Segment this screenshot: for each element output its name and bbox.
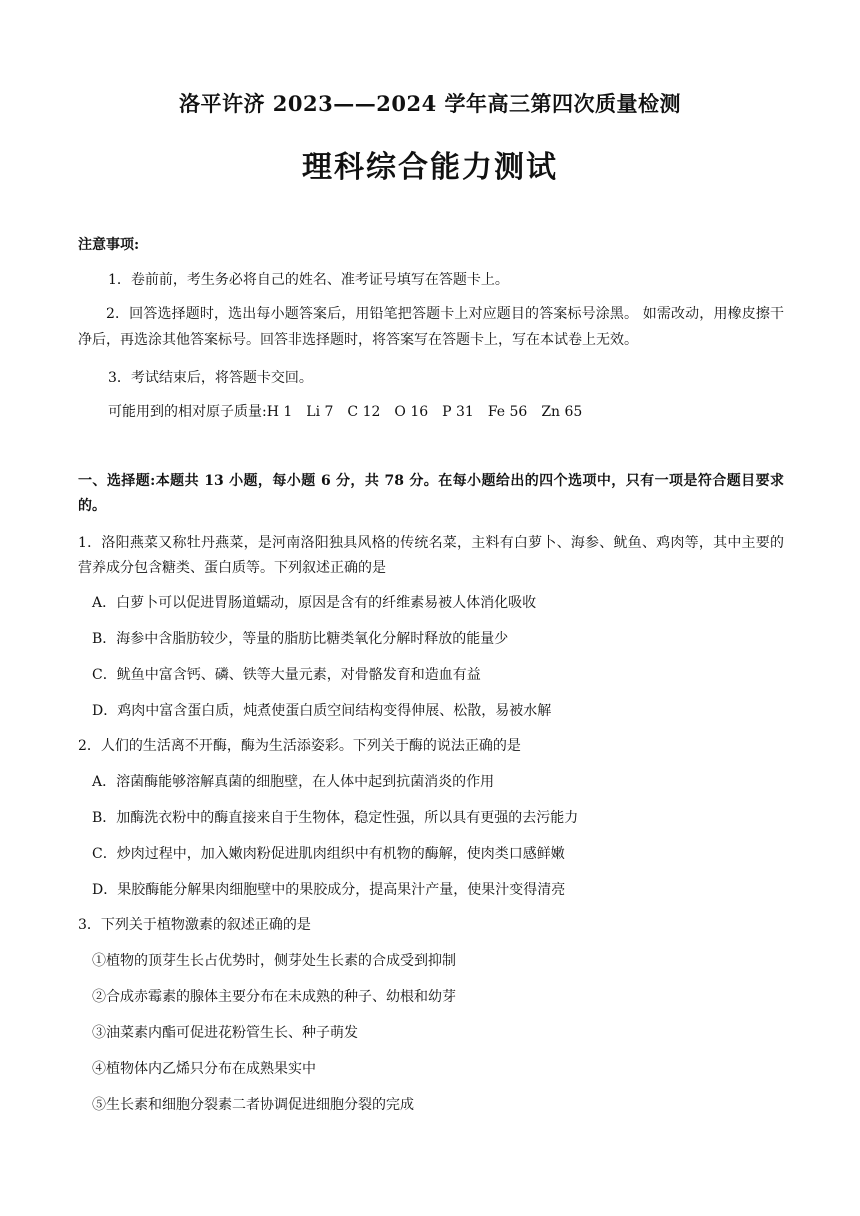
question-1-option-c: C．鱿鱼中富含钙、磷、铁等大量元素，对骨骼发育和造血有益 bbox=[92, 667, 481, 683]
notice-item-3: 3．考试结束后，将答题卡交回。 bbox=[108, 370, 313, 386]
question-3-statement-3: ③油菜素内酯可促进花粉管生长、种子萌发 bbox=[92, 1025, 358, 1041]
question-3-statement-1: ①植物的顶芽生长占优势时，侧芽处生长素的合成受到抑制 bbox=[92, 953, 456, 969]
question-2-option-c: C．炒肉过程中，加入嫩肉粉促进肌肉组织中有机物的酶解，使肉类口感鲜嫩 bbox=[92, 846, 565, 862]
atomic-mass-note: 可能用到的相对原子质量:H 1 Li 7 C 12 O 16 P 31 Fe 56 Zn 65 bbox=[108, 404, 583, 420]
question-1-stem: 1．洛阳燕菜又称牡丹燕菜，是河南洛阳独具风格的传统名菜，主料有白萝卜、海参、鱿鱼、鸡肉等，其中主要的营养成分包含糖类、蛋白质等。下列叙述正确的是 bbox=[78, 535, 784, 576]
section-1-heading: 一、选择题:本题共 13 小题，每小题 6 分，共 78 分。在每小题给出的四个选项中，只有一项是符合题目要求的。 bbox=[78, 473, 784, 514]
question-3-stem: 3．下列关于植物激素的叙述正确的是 bbox=[78, 917, 311, 933]
question-2-stem: 2．人们的生活离不开酶，酶为生活添姿彩。下列关于酶的说法正确的是 bbox=[78, 738, 521, 754]
question-2-option-a: A．溶菌酶能够溶解真菌的细胞壁，在人体中起到抗菌消炎的作用 bbox=[92, 774, 495, 790]
exam-subtitle: 理科综合能力测试 bbox=[302, 150, 558, 185]
notice-item-2: 2．回答选择题时，选出每小题答案后，用铅笔把答题卡上对应题目的答案标号涂黑。 如需改动，用橡皮擦干净后，再选涂其他答案标号。回答非选择题时，将答案写在答题卡上，写在本试卷上无效。 bbox=[78, 306, 784, 348]
question-3-statement-2: ②合成赤霉素的腺体主要分布在未成熟的种子、幼根和幼芽 bbox=[92, 989, 456, 1005]
question-2-option-d: D．果胶酶能分解果肉细胞壁中的果胶成分，提高果汁产量，使果汁变得清亮 bbox=[92, 882, 566, 898]
exam-title: 洛平许济 2023——2024 学年高三第四次质量检测 bbox=[178, 91, 681, 116]
notice-heading: 注意事项: bbox=[78, 237, 140, 253]
notice-item-1: 1．卷前前，考生务必将自己的姓名、准考证号填写在答题卡上。 bbox=[108, 272, 509, 288]
question-1-option-b: B．海参中含脂肪较少，等量的脂肪比糖类氧化分解时释放的能量少 bbox=[92, 631, 509, 647]
question-3-statement-4: ④植物体内乙烯只分布在成熟果实中 bbox=[92, 1061, 316, 1077]
question-2-option-b: B．加酶洗衣粉中的酶直接来自于生物体，稳定性强，所以具有更强的去污能力 bbox=[92, 810, 579, 826]
question-1-option-a: A．白萝卜可以促进胃肠道蠕动，原因是含有的纤维素易被人体消化吸收 bbox=[92, 595, 537, 611]
question-3-statement-5: ⑤生长素和细胞分裂素二者协调促进细胞分裂的完成 bbox=[92, 1097, 414, 1113]
question-1-option-d: D．鸡肉中富含蛋白质，炖煮使蛋白质空间结构变得伸展、松散，易被水解 bbox=[92, 703, 552, 719]
